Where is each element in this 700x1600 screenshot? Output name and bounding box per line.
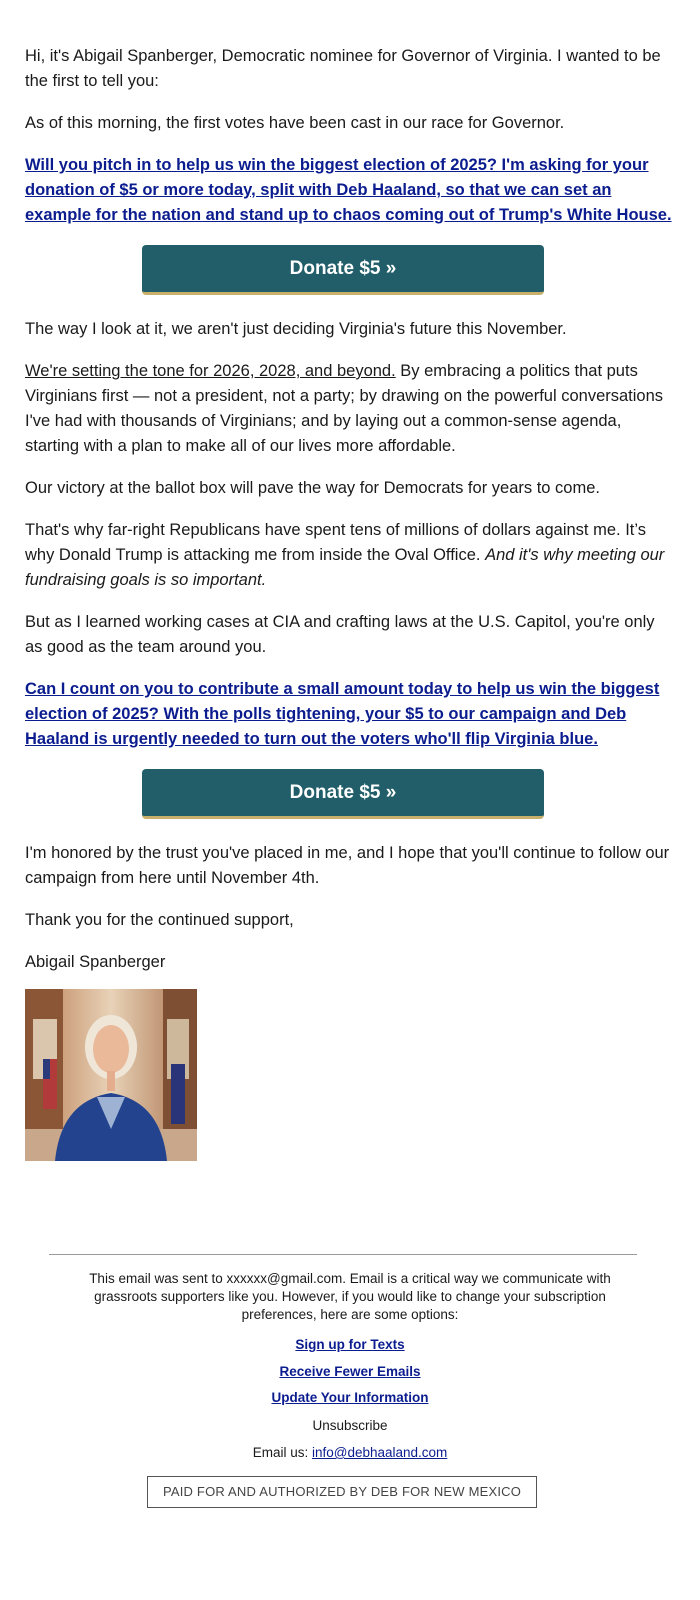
look-at-it-paragraph: The way I look at it, we aren't just deciding Virginia's future this November. xyxy=(25,320,567,338)
donate-button-1[interactable]: Donate $5 » xyxy=(142,245,544,295)
honored-paragraph: I'm honored by the trust you've placed in me, and I hope that you'll continue to follow our campaign from here until November 4th. xyxy=(25,844,670,887)
far-right-italic-text: And it's why meeting our fundraising goals is so important. xyxy=(25,546,665,589)
email-us-line xyxy=(0,1444,700,1462)
candidate-portrait xyxy=(25,989,197,1161)
unsubscribe-link[interactable]: Unsubscribe xyxy=(312,1418,388,1433)
donation-ask-link-1[interactable]: Will you pitch in to help us win the biggest election of 2025? I'm asking for your donation of $5 or more today, split with Deb Haaland, so that we can set an example for the nation and stand up to chaos coming out of Trump's White House. xyxy=(25,156,672,224)
donation-ask-link-2[interactable]: Can I count on you to contribute a small amount today to help us win the biggest election of 2025? With the polls tightening, your $5 to our campaign and Deb Haaland is urgently needed to turn out the voters who'll flip Virginia blue. xyxy=(25,680,660,748)
email-body xyxy=(25,44,675,1161)
footer-note: This email was sent to xxxxxx@gmail.com. Email is a critical way we communicate with grassroots supporters like you. However, if you would like to change your subscription preferences, here are some options: xyxy=(89,1271,611,1322)
donate-button-row-1 xyxy=(25,245,675,297)
donate-button-row-2 xyxy=(25,769,675,821)
ask-paragraph-2 xyxy=(25,677,675,752)
paid-for-disclaimer: PAID FOR AND AUTHORIZED BY DEB FOR NEW MEXICO xyxy=(147,1476,537,1508)
votes-cast-paragraph: As of this morning, the first votes have been cast in our race for Governor. xyxy=(25,114,565,132)
email-us-link[interactable]: info@debhaaland.com xyxy=(311,1445,448,1460)
intro-paragraph: Hi, it's Abigail Spanberger, Democratic nominee for Governor of Virginia. I wanted to be the first to tell you: xyxy=(25,47,661,90)
cia-paragraph: But as I learned working cases at CIA and crafting laws at the U.S. Capitol, you're only as good as the team around you. xyxy=(25,613,655,656)
tone-rest-text: By embracing a politics that puts Virginians first — not a president, not a party; by drawing on the powerful conversations I've had with thousands of Virginians; and by laying out a common-sense agenda, starting with a plan to make all of our lives more affordable. xyxy=(25,362,664,455)
ask-paragraph-1 xyxy=(25,153,675,228)
email-us-label: Email us: xyxy=(252,1445,312,1460)
thanks-paragraph: Thank you for the continued support, xyxy=(25,911,294,929)
sign-up-texts-link[interactable]: Sign up for Texts xyxy=(295,1337,405,1352)
update-information-link[interactable]: Update Your Information xyxy=(271,1390,429,1405)
donate-button-2[interactable]: Donate $5 » xyxy=(142,769,544,819)
footer-divider xyxy=(49,1254,637,1255)
tone-paragraph xyxy=(25,359,675,459)
far-right-paragraph xyxy=(25,518,675,593)
receive-fewer-emails-link[interactable]: Receive Fewer Emails xyxy=(279,1364,421,1379)
signature-name: Abigail Spanberger xyxy=(25,953,166,971)
far-right-text: That's why far-right Republicans have spent tens of millions of dollars against me. It’s why Donald Trump is attacking me from inside the Oval Office. xyxy=(25,521,646,564)
tone-underlined-text: We're setting the tone for 2026, 2028, and beyond. xyxy=(25,362,396,380)
victory-paragraph: Our victory at the ballot box will pave the way for Democrats for years to come. xyxy=(25,479,600,497)
